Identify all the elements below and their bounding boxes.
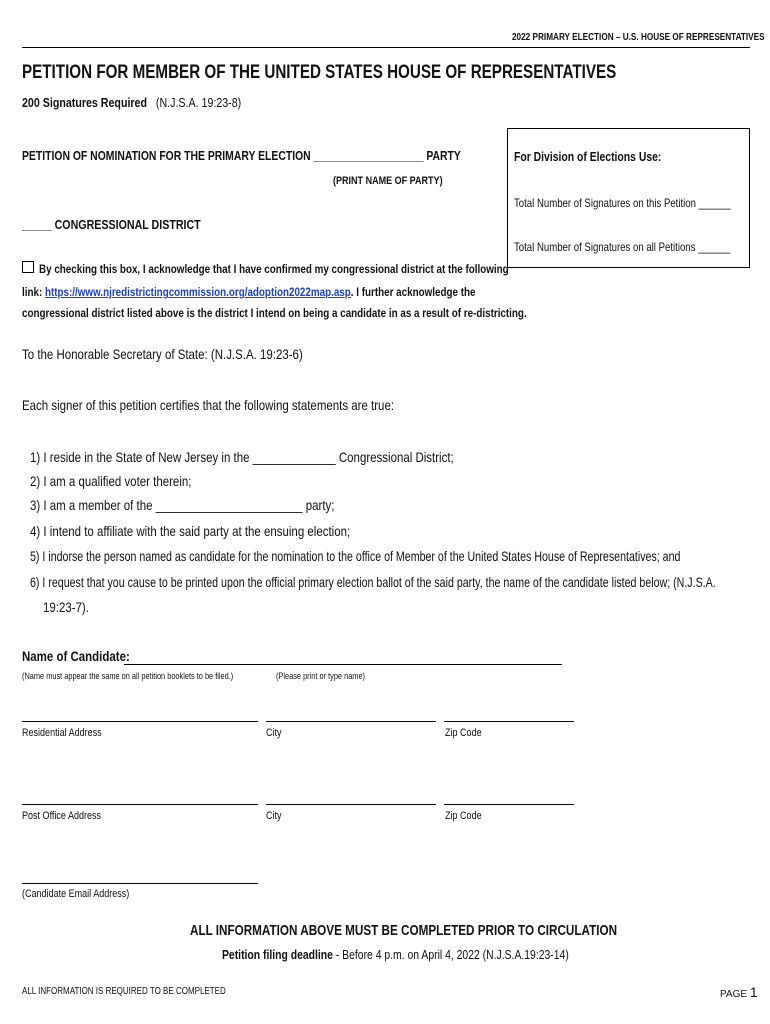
redistricting-link[interactable]: https://www.njredistrictingcommission.org/adoption2022map.asp: [44, 285, 351, 299]
required-footer-note: ALL INFORMATION IS REQUIRED TO BE COMPLETED: [22, 986, 226, 997]
acknowledge-line-3: congressional district listed above is the district I intend on being a candidate in as a result of re-districting.: [22, 306, 527, 320]
residential-city-field[interactable]: [266, 721, 436, 722]
filing-deadline: Petition filing deadline - Before 4 p.m. on April 4, 2022 (N.J.S.A.19:23-14): [222, 947, 569, 962]
candidate-name-field[interactable]: [124, 664, 562, 665]
signatures-required: 200 Signatures Required (N.J.S.A. 19:23-8): [22, 95, 242, 110]
statement-1: 1) I reside in the State of New Jersey in the _____________ Congressional District;: [30, 449, 454, 465]
post-office-city-field[interactable]: [266, 804, 436, 805]
residential-city-label: City: [266, 727, 282, 739]
statement-5: 5) I indorse the person named as candidate for the nomination to the office of Member of the United States House of Representatives; and: [30, 548, 681, 564]
party-caption: (PRINT NAME OF PARTY): [333, 175, 443, 187]
candidate-email-field[interactable]: [22, 883, 258, 884]
certify-intro: Each signer of this petition certifies that the following statements are true:: [22, 397, 395, 413]
post-office-zip-field[interactable]: [444, 804, 574, 805]
division-box-title: For Division of Elections Use:: [514, 149, 662, 164]
statement-6: 6) I request that you cause to be printed upon the official primary election ballot of the said party, the name of the candidate listed below; (N.J.S.A.: [30, 574, 716, 590]
residential-address-label: Residential Address: [22, 727, 102, 739]
statement-2: 2) I am a qualified voter therein;: [30, 473, 192, 489]
post-office-address-field[interactable]: [22, 804, 258, 805]
page-number: PAGE 1: [720, 984, 758, 1000]
candidate-name-label: Name of Candidate:: [22, 648, 130, 664]
acknowledge-line-2: link: https://www.njredistrictingcommission.org/adoption2022map.asp. I further acknowledge the: [22, 285, 476, 299]
residential-zip-field[interactable]: [444, 721, 574, 722]
post-office-address-label: Post Office Address: [22, 810, 102, 822]
acknowledge-checkbox[interactable]: [22, 261, 34, 273]
circulation-notice: ALL INFORMATION ABOVE MUST BE COMPLETED PRIOR TO CIRCULATION: [190, 922, 618, 939]
total-signatures-petition: Total Number of Signatures on this Petition ______: [514, 196, 731, 210]
post-office-city-label: City: [266, 810, 282, 822]
header-rule: [22, 47, 750, 48]
acknowledge-line-1: By checking this box, I acknowledge that I have confirmed my congressional district at the following: [39, 262, 509, 276]
district-line: _____ CONGRESSIONAL DISTRICT: [22, 217, 201, 232]
statement-6-continued: 19:23-7).: [43, 599, 89, 615]
total-signatures-all: Total Number of Signatures on all Petitions ______: [514, 240, 731, 254]
address-to-secretary: To the Honorable Secretary of State: (N.J.S.A. 19:23-6): [22, 346, 303, 362]
statement-3: 3) I am a member of the _______________________ party;: [30, 497, 335, 513]
residential-address-field[interactable]: [22, 721, 258, 722]
candidate-email-label: (Candidate Email Address): [22, 888, 130, 900]
header-banner: 2022 PRIMARY ELECTION – U.S. HOUSE OF REPRESENTATIVES: [512, 32, 765, 43]
nomination-line: PETITION OF NOMINATION FOR THE PRIMARY ELECTION ___________________ PARTY: [22, 148, 461, 163]
candidate-print-note: (Please print or type name): [276, 671, 366, 681]
page-title: PETITION FOR MEMBER OF THE UNITED STATES HOUSE OF REPRESENTATIVES: [22, 62, 617, 83]
statement-4: 4) I intend to affiliate with the said party at the ensuing election;: [30, 523, 351, 539]
residential-zip-label: Zip Code: [445, 727, 482, 739]
post-office-zip-label: Zip Code: [445, 810, 482, 822]
candidate-name-note: (Name must appear the same on all petition booklets to be filed.): [22, 671, 234, 681]
